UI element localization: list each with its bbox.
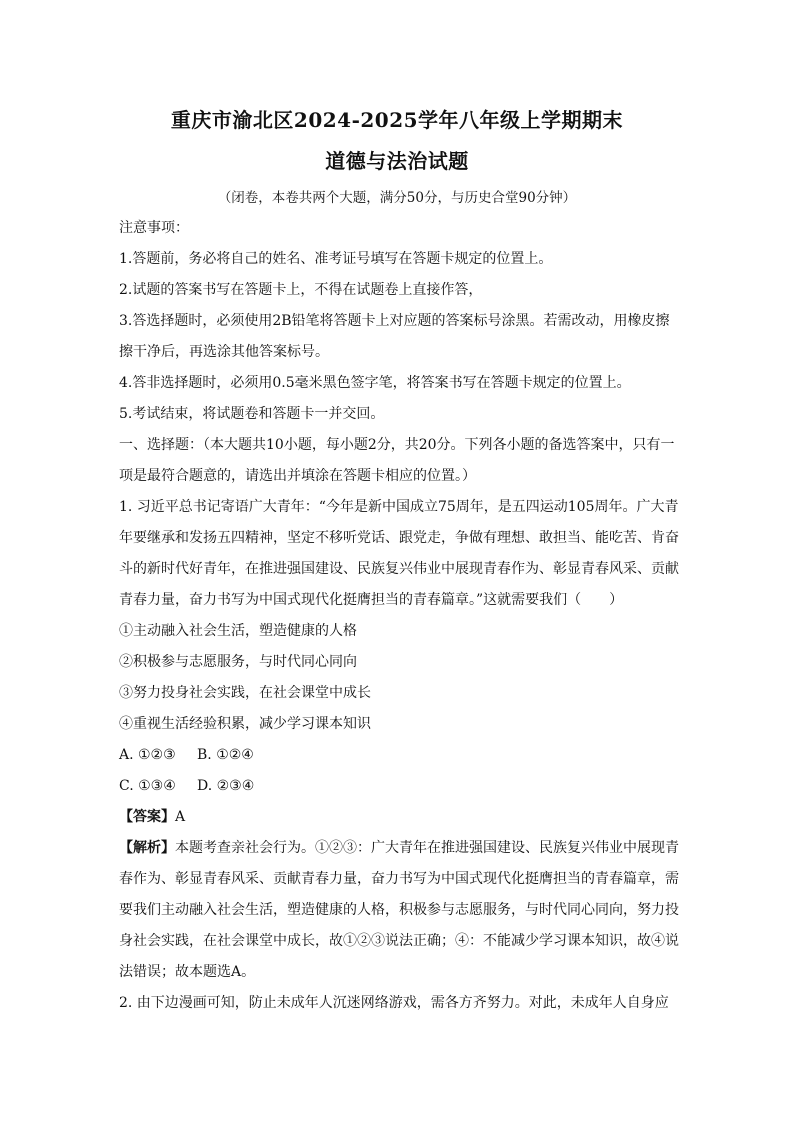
question-statement: ③努力投身社会实践，在社会课堂中成长 [119, 685, 371, 701]
notice-item: 3.答选择题时，必须使用2B铅笔将答题卡上对应题的答案标号涂黑。若需改动，用橡皮擦擦干净后，再选涂其他答案标号。 [119, 313, 670, 360]
analysis-text: 本题考查亲社会行为。①②③：广大青年在推进强国建设、民族复兴伟业中展现青春作为、彰显青春风采、贡献青春力量，奋力书写为中国式现代化挺膺担当的青春篇章，需要我们主动融入社会生活，塑造健康的人格，积极参与志愿服务，与时代同心同向，努力投身社会实践，在社会课堂中成长，故①②③说法正确；④：不能减少学习课本知识，故④说法错误；故本题选A。 [119, 840, 679, 980]
question-statement: ②积极参与志愿服务，与时代同心同向 [119, 654, 357, 670]
option-row [119, 771, 679, 802]
analysis-paragraph [119, 833, 679, 988]
answer-line [119, 802, 679, 833]
analysis-label: 【解析】 [119, 840, 175, 856]
question-stem: 1. 习近平总书记寄语广大青年：“今年是新中国成立75周年，是五四运动105周年。广大青年要继承和发扬五四精神，坚定不移听党话、跟党走，争做有理想、敢担当、能吃苦、肯奋斗的新时代好青年，在推进强国建设、民族复兴伟业中展现青春作为、彰显青春风采、贡献青春力量，奋力书写为中国式现代化挺膺担当的青春篇章。”这就需要我们（ ） [119, 499, 679, 608]
page-subject-title: 道德与法治试题 [325, 149, 469, 173]
section-heading: 一、选择题：（本大题共10小题，每小题2分，共20分。下列各小题的备选答案中，只有一项是最符合题意的，请选出并填涂在答题卡相应的位置。） [119, 437, 675, 484]
option-a: A. ①②③ [119, 747, 176, 763]
option-c: C. ①③④ [119, 778, 176, 794]
question-statement: ④重视生活经验积累，减少学习课本知识 [119, 716, 371, 732]
page-title: 重庆市渝北区2024-2025学年八年级上学期期末 [170, 108, 624, 132]
answer-label: 【答案】 [119, 809, 175, 825]
notice-item: 4.答非选择题时，必须用0.5毫米黑色签字笔，将答案书写在答题卡规定的位置上。 [119, 375, 631, 391]
exam-info: （闭卷，本卷共两个大题，满分50分，与历史合堂90分钟） [217, 190, 577, 206]
notice-item: 5.考试结束，将试题卷和答题卡一并交回。 [119, 406, 385, 422]
option-d: D. ②③④ [197, 778, 255, 794]
question-stem: 2. 由下边漫画可知，防止未成年人沉迷网络游戏，需各方齐努力。对此，未成年人自身应 [119, 995, 669, 1011]
notice-heading: 注意事项： [119, 220, 189, 236]
document-body [119, 213, 679, 1019]
answer-value: A [175, 809, 186, 825]
notice-item: 1.答题前，务必将自己的姓名、准考证号填写在答题卡规定的位置上。 [119, 251, 553, 267]
notice-item: 2.试题的答案书写在答题卡上，不得在试题卷上直接作答， [119, 282, 483, 298]
option-b: B. ①②④ [197, 747, 254, 763]
question-statement: ①主动融入社会生活，塑造健康的人格 [119, 623, 357, 639]
option-row [119, 740, 679, 771]
